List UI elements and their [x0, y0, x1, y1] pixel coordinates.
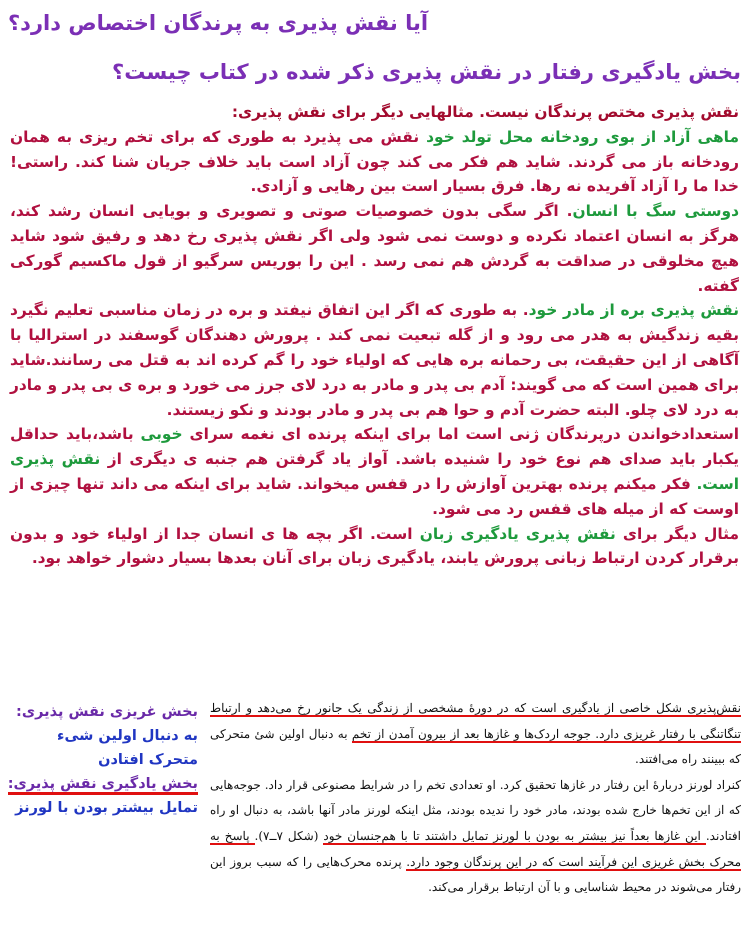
- fish-text: نقش می پذیرد به طوری که برای تخم ریزی به همان رودخانه باز می گردند. شاید هم فکر می کند چون آزاد است باید خلاف جریان شنا کند. راستی! خدا ما را آزاد آفریده نه رها. فرق بسیار است بین رهایی و آزادی.: [10, 127, 739, 196]
- paragraph-lamb: [10, 298, 739, 422]
- book-sentence-3: به دنبال اولین شئ متحرکی که ببینند راه می‌افتند.: [210, 726, 741, 767]
- article-body: [10, 100, 739, 571]
- book-sentence-2: می‌دهد و ارتباط تنگاتنگی با رفتار غریزی دارد. جوجه اردک‌ها و غازها بعد از بیرون آمدن از تخم: [210, 701, 741, 741]
- textbook-excerpt: [210, 696, 741, 901]
- birdsong-highlight-2: نقش پذیری است.: [10, 450, 739, 493]
- birdsong-text-3: فکر میکنم پرنده بهترین آوازش را در قفس میخواند. شاید برای اینکه می داند تنها چیزی از اوست که از میله های قفس رد می شود.: [10, 474, 739, 518]
- birdsong-text-1: استعدادخواندن درپرندگان ژنی است اما برای اینکه پرنده ای نغمه سرای: [189, 425, 739, 444]
- learning-label-text: بخش یادگیری نقش پذیری:: [8, 776, 198, 795]
- dog-highlight: دوستی سگ با انسان: [572, 202, 739, 221]
- question-1: آیا نقش پذیری به پرندگان اختصاص دارد؟: [8, 11, 429, 35]
- instinct-label: بخش غریزی نقش پذیری:: [16, 704, 198, 720]
- book-sentence-7: پاسخ به محرک بخش غریزی این فرآیند است که در این پرندگان وجود دارد.: [210, 828, 741, 869]
- intro-text: نقش پذیری مختص پرندگان نیست. مثالهایی دیگر برای نقش پذیری:: [231, 103, 739, 121]
- book-sentence-6: (شکل ۷ــ۷).: [254, 828, 324, 843]
- fish-highlight: ماهی آزاد از بوی رودخانه محل تولد خود: [426, 127, 739, 146]
- book-sentence-5: این غازها بعداً نیز بیشتر به بودن با لورنز تمایل داشتند تا با هم‌جنسان خود: [323, 828, 706, 843]
- paragraph-language: [10, 522, 739, 572]
- side-notes: [6, 700, 198, 820]
- learning-description: تمایل بیشتر بودن با لورنز: [15, 800, 198, 816]
- book-sentence-8: پرنده محرک‌هایی را که سبب بروز این رفتار می‌شوند در محیط شناسایی و با آن ارتباط برقرار می‌کند.: [210, 854, 741, 895]
- instinct-description: به دنبال اولین شیء متحرک افتادن: [57, 728, 198, 768]
- lamb-highlight: نقش پذیری بره از مادر خود: [528, 301, 740, 320]
- paragraph-intro: [10, 100, 739, 199]
- book-sentence-4: کنراد لورنز دربارهٔ این رفتار در غازها تحقیق کرد. او تعدادی تخم را در شرایط مصنوعی قرار داد. جوجه‌هایی که از این تخم‌ها خارج شده بودند، مادر خود را ندیده بودند، مثل اینکه لورنز مادر آنها باشد، به دنبال او راه افتادند.: [210, 777, 741, 843]
- birdsong-text-2: باشد،باید حداقل یکبار باید صدای هم نوع خود را شنیده باشد. آواز یاد گرفتن هم جنبه ی دیگری از: [10, 425, 739, 469]
- learning-label: [6, 772, 198, 796]
- language-text-2: است. اگر بچه ها ی انسان جدا از اولیاء خود و بدون برقرار کردن ارتباط زبانی پرورش یابند، یادگیری زبان برای آنان بعدها بسیار دشوار خواهد بود.: [10, 524, 739, 568]
- dog-text: . اگر سگی بدون خصوصیات صوتی و تصویری و بویایی انسان رشد کند، هرگز به انسان اعتماد نکرده و دوست نمی شود ولی اگر نقش پذیری رخ دهد و رفیق شود شاید هیچ مخلوقی در صداقت به گردش هم نمی رسد . این را بوریس سرگیو از قول ماکسیم گورکی گفته.: [10, 202, 739, 295]
- paragraph-dog: [10, 199, 739, 298]
- lamb-text: . به طوری که اگر این اتفاق نیفتد و بره در زمان مناسبی تعلیم نگیرد بقیه زندگیش به هدر می رود و از گله تبعیت نمی کند . پرورش دهندگان گوسفند در استرالیا با آگاهی از این حقیقت، بی رحمانه بره هایی که اولیاء خود را گم کرده اند به قتل می رسانند.شاید برای همین است که می گویند: آدم بی پدر و مادر به درد لای جرز می خورد و بره ی بی پدر و مادر به درد لای چلو. البته حضرت آدم و حوا هم بی پدر و مادر بودند و نکو زیستند.: [10, 301, 739, 419]
- book-sentence-1: نقش‌پذیری شکل خاصی از یادگیری است که در دورهٔ مشخصی از زندگی یک جانور رخ: [297, 701, 741, 715]
- question-2: بخش یادگیری رفتار در نقش پذیری ذکر شده در کتاب چیست؟: [112, 60, 741, 84]
- paragraph-birdsong: [10, 422, 739, 521]
- language-highlight: نقش پذیری یادگیری زبان: [419, 524, 623, 543]
- language-text-1: مثال دیگر برای: [622, 524, 739, 543]
- birdsong-highlight-1: خوبی: [140, 425, 190, 444]
